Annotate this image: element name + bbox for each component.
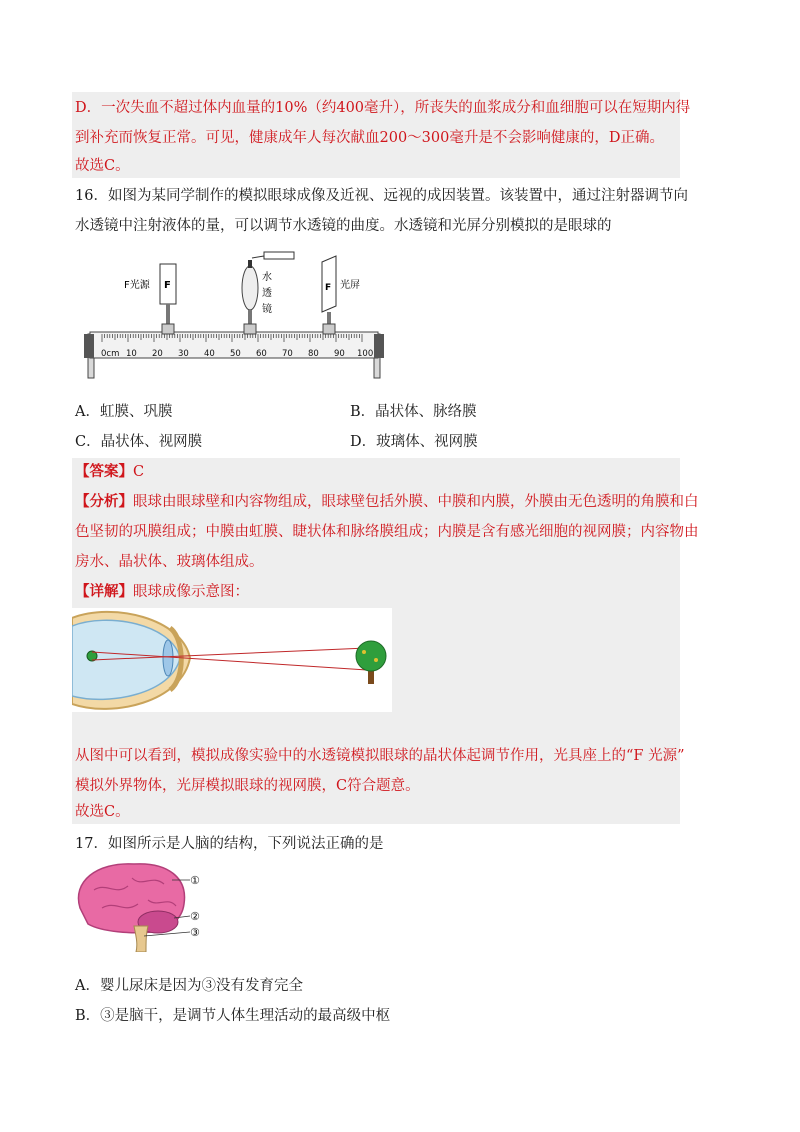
q16-conclusion-line-2: 模拟外界物体，光屏模拟眼球的视网膜，C符合题意。 (75, 778, 420, 794)
tick-label: 10 (126, 349, 137, 359)
f-letter: F (164, 280, 171, 291)
tick-label: 70 (282, 349, 293, 359)
q16-conclusion-line-1: 从图中可以看到，模拟成像实验中的水透镜模拟眼球的晶状体起调节作用，光具座上的“F 光源” (75, 748, 685, 764)
label-3: ③ (190, 926, 200, 939)
screen-label: 光屏 (340, 280, 360, 291)
tree-icon (356, 641, 386, 671)
q15-line-2: 到补充而恢复正常。可见，健康成年人每次献血200～300毫升是不会影响健康的，D正确。 (75, 130, 664, 146)
answer-tag: 【答案】 (75, 463, 133, 480)
q16-detail (75, 582, 249, 602)
detail-text: 眼球成像示意图： (133, 584, 249, 600)
label-1: ① (190, 874, 200, 887)
q15-line-1: D．一次失血不超过体内血量的10%（约400毫升），所丧失的血浆成分和血细胞可以在短期内得 (75, 100, 691, 116)
tick-label: 100 (357, 349, 374, 359)
q17-stem: 17．如图所示是人脑的结构，下列说法正确的是 (75, 836, 384, 852)
svg-text:F: F (325, 283, 332, 293)
tick-label: 20 (152, 349, 163, 359)
water-lens-label-3: 镜 (262, 304, 272, 315)
detail-tag: 【详解】 (75, 583, 133, 600)
q16-analysis-line-1 (75, 492, 699, 512)
q16-option-b[interactable]: B．晶状体、脉络膜 (350, 404, 477, 420)
answer-value: C (133, 464, 145, 480)
q16-option-c[interactable]: C．晶状体、视网膜 (75, 434, 203, 450)
tick-label: 40 (204, 349, 215, 359)
f-source-label: F光源 (124, 280, 150, 291)
water-lens-label-2: 透 (262, 288, 272, 299)
water-lens-label-1: 水 (262, 272, 272, 283)
q16-stem-line-2: 水透镜中注射液体的量，可以调节水透镜的曲度。水透镜和光屏分别模拟的是眼球的 (75, 218, 612, 234)
analysis-tag: 【分析】 (75, 493, 133, 510)
q16-analysis-line-2: 色坚韧的巩膜组成；中膜由虹膜、睫状体和脉络膜组成；内膜是含有感光细胞的视网膜；内容物由 (75, 524, 699, 540)
analysis-text: 眼球由眼球壁和内容物组成，眼球壁包括外膜、中膜和内膜，外膜由无色透明的角膜和白 (133, 494, 699, 510)
q16-conclusion-line-3: 故选C。 (75, 804, 130, 820)
tick-label: 90 (334, 349, 345, 359)
tick-label: 50 (230, 349, 241, 359)
q16-analysis-line-3: 房水、晶状体、玻璃体组成。 (75, 554, 264, 570)
q15-line-3: 故选C。 (75, 158, 130, 174)
tick-label: 80 (308, 349, 319, 359)
syringe-icon (264, 252, 294, 259)
optical-bench-figure (74, 246, 394, 386)
tick-label: 60 (256, 349, 267, 359)
q16-option-d[interactable]: D．玻璃体、视网膜 (350, 434, 478, 450)
brain-diagram (72, 860, 212, 952)
tick-label: 30 (178, 349, 189, 359)
water-lens (242, 266, 258, 310)
q17-option-a[interactable]: A．婴儿尿床是因为③没有发育完全 (75, 978, 303, 994)
q16-option-a[interactable]: A．虹膜、巩膜 (75, 404, 173, 420)
q16-stem-line-1: 16．如图为某同学制作的模拟眼球成像及近视、远视的成因装置。该装置中，通过注射器调节向 (75, 188, 688, 204)
lens (163, 640, 173, 676)
label-2: ② (190, 910, 200, 923)
eye-imaging-diagram (72, 608, 392, 712)
q16-answer (75, 462, 144, 482)
tick-label: 0cm (101, 349, 120, 359)
q17-option-b[interactable]: B．③是脑干，是调节人体生理活动的最高级中枢 (75, 1008, 391, 1024)
